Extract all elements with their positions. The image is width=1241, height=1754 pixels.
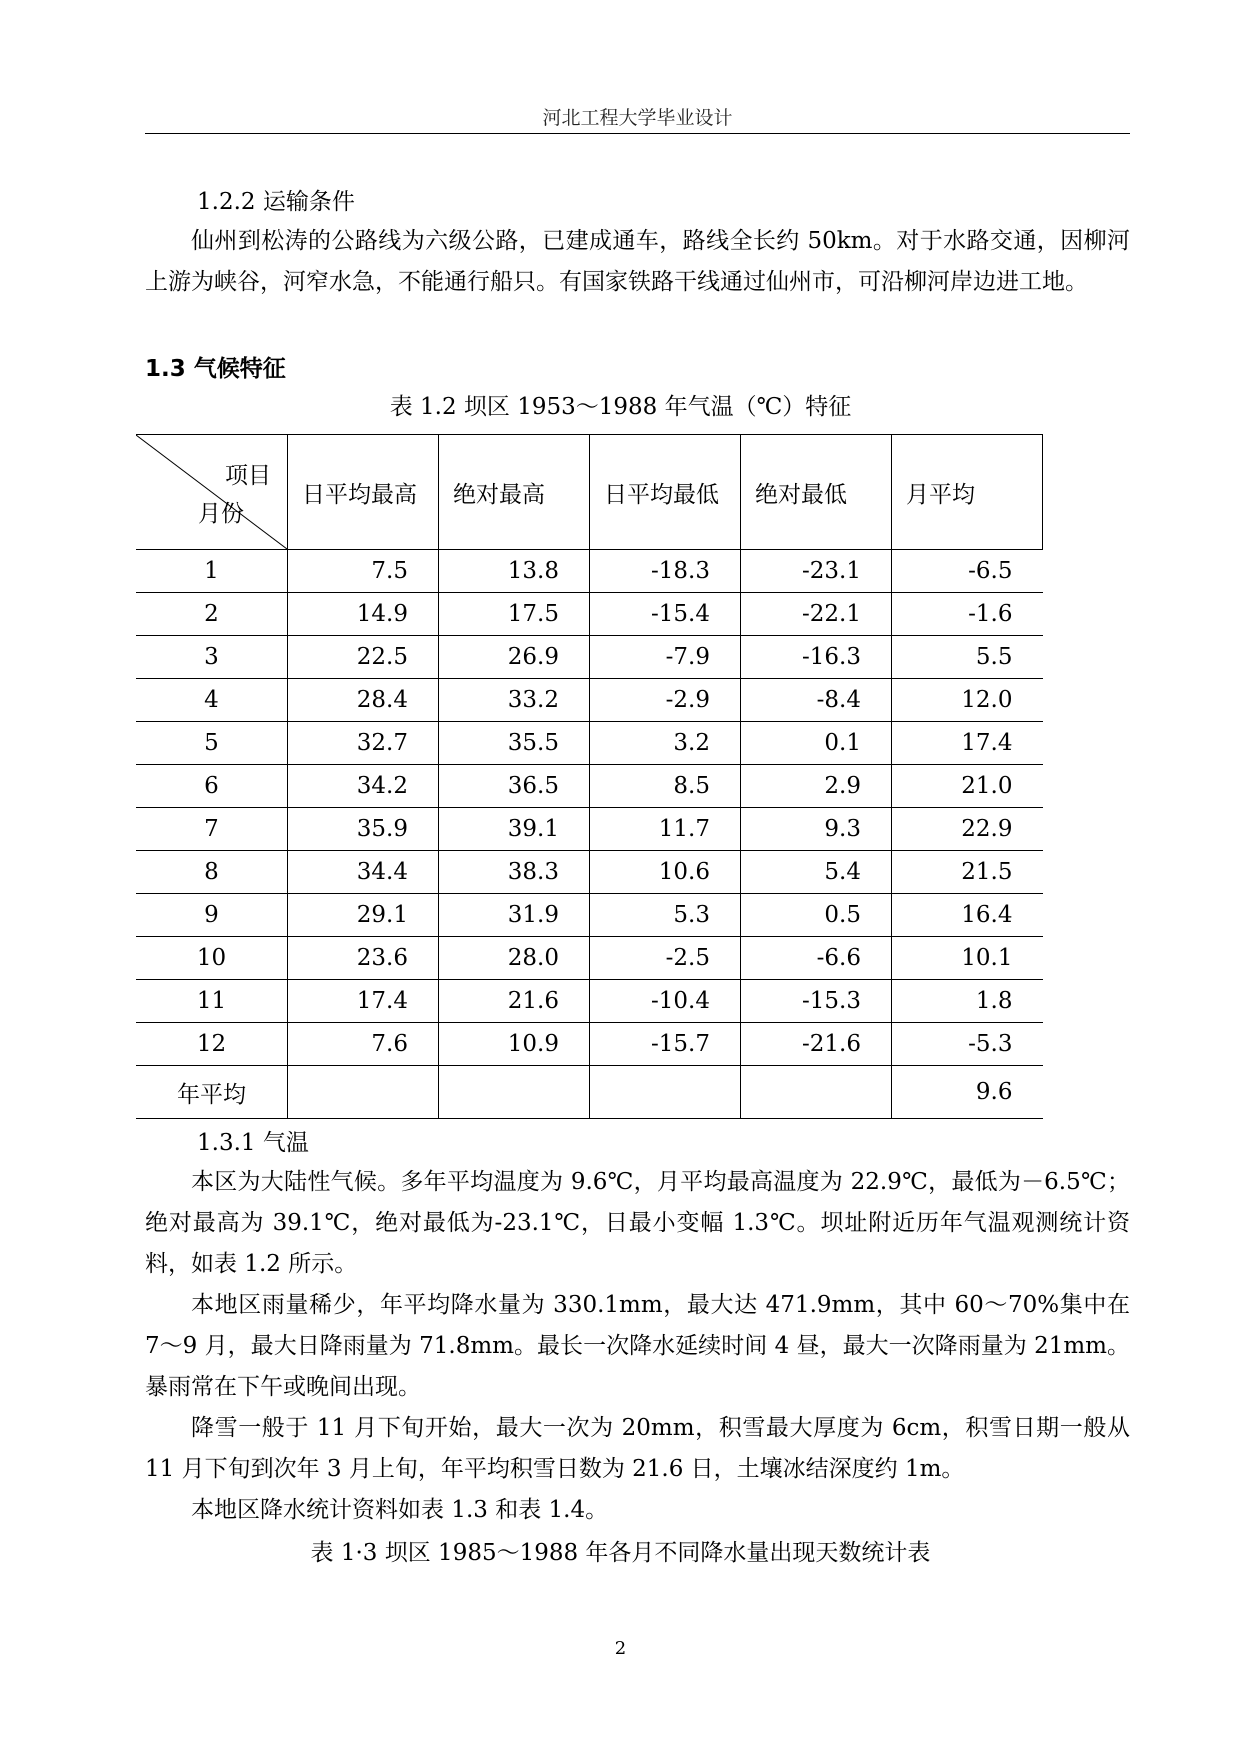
table-cell [590,1066,741,1119]
month-cell: 11 [136,980,288,1023]
table-cell: -6.5 [968,558,1013,584]
table-cell: 34.2 [288,765,439,808]
header-absolute-min: 绝对最低 [741,435,892,550]
month-cell: 6 [136,765,288,808]
table-cell: 8.5 [590,765,741,808]
table-cell: 1.8 [975,988,1013,1014]
table-cell: 17.4 [961,730,1013,756]
table-row [136,980,1043,1023]
table-cell: 10.6 [590,851,741,894]
header-rule [145,133,1130,134]
month-cell: 5 [136,722,288,765]
table-row [136,550,1043,593]
table-cell: 22.9 [961,816,1013,842]
corner-month-label: 月份 [198,501,244,527]
header-daily-avg-max: 日平均最高 [288,435,439,550]
table-cell: 35.5 [439,722,590,765]
table-cell: 32.7 [288,722,439,765]
table-cell: 16.4 [961,902,1013,928]
table-cell: 12.0 [961,687,1013,713]
table-cell: 22.5 [288,636,439,679]
table-cell: 38.3 [439,851,590,894]
table-cell: 34.4 [288,851,439,894]
section-1-3-heading: 1.3 气候特征 [145,356,286,382]
table-cell: 13.8 [439,550,590,593]
month-cell: 3 [136,636,288,679]
month-cell: 12 [136,1023,288,1066]
table-cell: 5.3 [590,894,741,937]
table-cell: 28.4 [288,679,439,722]
snowfall-paragraph: 降雪一般于 11 月下旬开始，最大一次为 20mm，积雪最大厚度为 6cm，积雪日期一般从 11 月下旬到次年 3 月上旬，年平均积雪日数为 21.6 日，土壤冰结深度约 1m。 [145,1415,1130,1482]
table-cell: 11.7 [590,808,741,851]
table-row [136,765,1043,808]
month-cell: 8 [136,851,288,894]
table-cell: -1.6 [968,601,1013,627]
running-header: 河北工程大学毕业设计 [542,107,733,129]
table-cell: 7.6 [288,1023,439,1066]
table-cell: 21.6 [439,980,590,1023]
table-cell: 10.1 [961,945,1013,971]
table-cell: -5.3 [968,1031,1013,1057]
annual-average-row [136,1066,1043,1119]
table-cell [741,1066,892,1119]
table-cell: 26.9 [439,636,590,679]
table-cell: -10.4 [590,980,741,1023]
month-cell: 7 [136,808,288,851]
table-cell: 17.4 [288,980,439,1023]
table-row [136,851,1043,894]
table-cell: -16.3 [741,636,892,679]
corner-cell [136,435,288,550]
precipitation-note: 本地区降水统计资料如表 1.3 和表 1.4。 [191,1497,609,1523]
month-cell: 2 [136,593,288,636]
rainfall-paragraph: 本地区雨量稀少，年平均降水量为 330.1mm，最大达 471.9mm，其中 60～70%集中在 7～9 月，最大日降雨量为 71.8mm。最长一次降水延续时间 4 昼，最大一次降雨量为 21mm。暴雨常在下午或晚间出现。 [145,1292,1130,1400]
table-cell: 21.5 [961,859,1013,885]
table-header-row [136,435,1043,550]
page-number: 2 [614,1638,627,1659]
temperature-paragraph: 本区为大陆性气候。多年平均温度为 9.6℃，月平均最高温度为 22.9℃，最低为－6.5℃；绝对最高为 39.1℃，绝对最低为-23.1℃，日最小变幅 1.3℃。坝址附近历年气温观测统计资料，如表 1.2 所示。 [145,1169,1130,1277]
table-1-3-caption: 表 1·3 坝区 1985～1988 年各月不同降水量出现天数统计表 [310,1540,931,1566]
table-cell: 2.9 [741,765,892,808]
table-cell: 23.6 [288,937,439,980]
transport-paragraph: 仙州到松涛的公路线为六级公路，已建成通车，路线全长约 50km。对于水路交通，因柳河上游为峡谷，河窄水急，不能通行船只。有国家铁路干线通过仙州市，可沿柳河岸边进工地。 [145,228,1130,295]
section-1-2-2-title: 1.2.2 运输条件 [197,189,355,215]
table-cell: 3.2 [590,722,741,765]
table-row [136,894,1043,937]
table-cell: -2.9 [590,679,741,722]
table-cell: -22.1 [741,593,892,636]
table-cell: 17.5 [439,593,590,636]
table-cell: 35.9 [288,808,439,851]
annual-label: 年平均 [136,1066,288,1119]
table-row [136,808,1043,851]
table-row [136,1023,1043,1066]
table-cell: -15.4 [590,593,741,636]
table-cell: -7.9 [590,636,741,679]
annual-value: 9.6 [975,1079,1013,1105]
table-row [136,593,1043,636]
table-cell: -15.3 [741,980,892,1023]
month-cell: 10 [136,937,288,980]
month-cell: 4 [136,679,288,722]
table-cell: 39.1 [439,808,590,851]
temperature-table [136,434,1043,1119]
table-cell [288,1066,439,1119]
table-cell: 5.5 [975,644,1013,670]
table-cell: 5.4 [741,851,892,894]
table-row [136,679,1043,722]
table-cell: 31.9 [439,894,590,937]
table-cell: 9.3 [741,808,892,851]
table-cell: -21.6 [741,1023,892,1066]
table-cell: 0.5 [741,894,892,937]
table-cell: 10.9 [439,1023,590,1066]
corner-item-label: 项目 [225,463,271,489]
header-absolute-max: 绝对最高 [439,435,590,550]
table-cell [439,1066,590,1119]
table-cell: -8.4 [741,679,892,722]
table-cell: -15.7 [590,1023,741,1066]
table-cell: 14.9 [288,593,439,636]
table-row [136,937,1043,980]
table-cell: -18.3 [590,550,741,593]
table-row [136,636,1043,679]
table-row [136,722,1043,765]
month-cell: 9 [136,894,288,937]
section-1-3-1-title: 1.3.1 气温 [197,1130,309,1156]
table-1-2-caption: 表 1.2 坝区 1953～1988 年气温（℃）特征 [389,394,852,420]
month-cell: 1 [136,550,288,593]
table-cell: -2.5 [590,937,741,980]
table-cell: 33.2 [439,679,590,722]
table-cell: 36.5 [439,765,590,808]
header-monthly-avg: 月平均 [892,435,1043,550]
table-cell: 0.1 [741,722,892,765]
table-cell: 21.0 [961,773,1013,799]
table-cell: -23.1 [741,550,892,593]
table-cell: 7.5 [288,550,439,593]
corner-diagonal [136,435,287,549]
header-daily-avg-min: 日平均最低 [590,435,741,550]
table-cell: 29.1 [288,894,439,937]
table-cell: 28.0 [439,937,590,980]
table-cell: -6.6 [741,937,892,980]
